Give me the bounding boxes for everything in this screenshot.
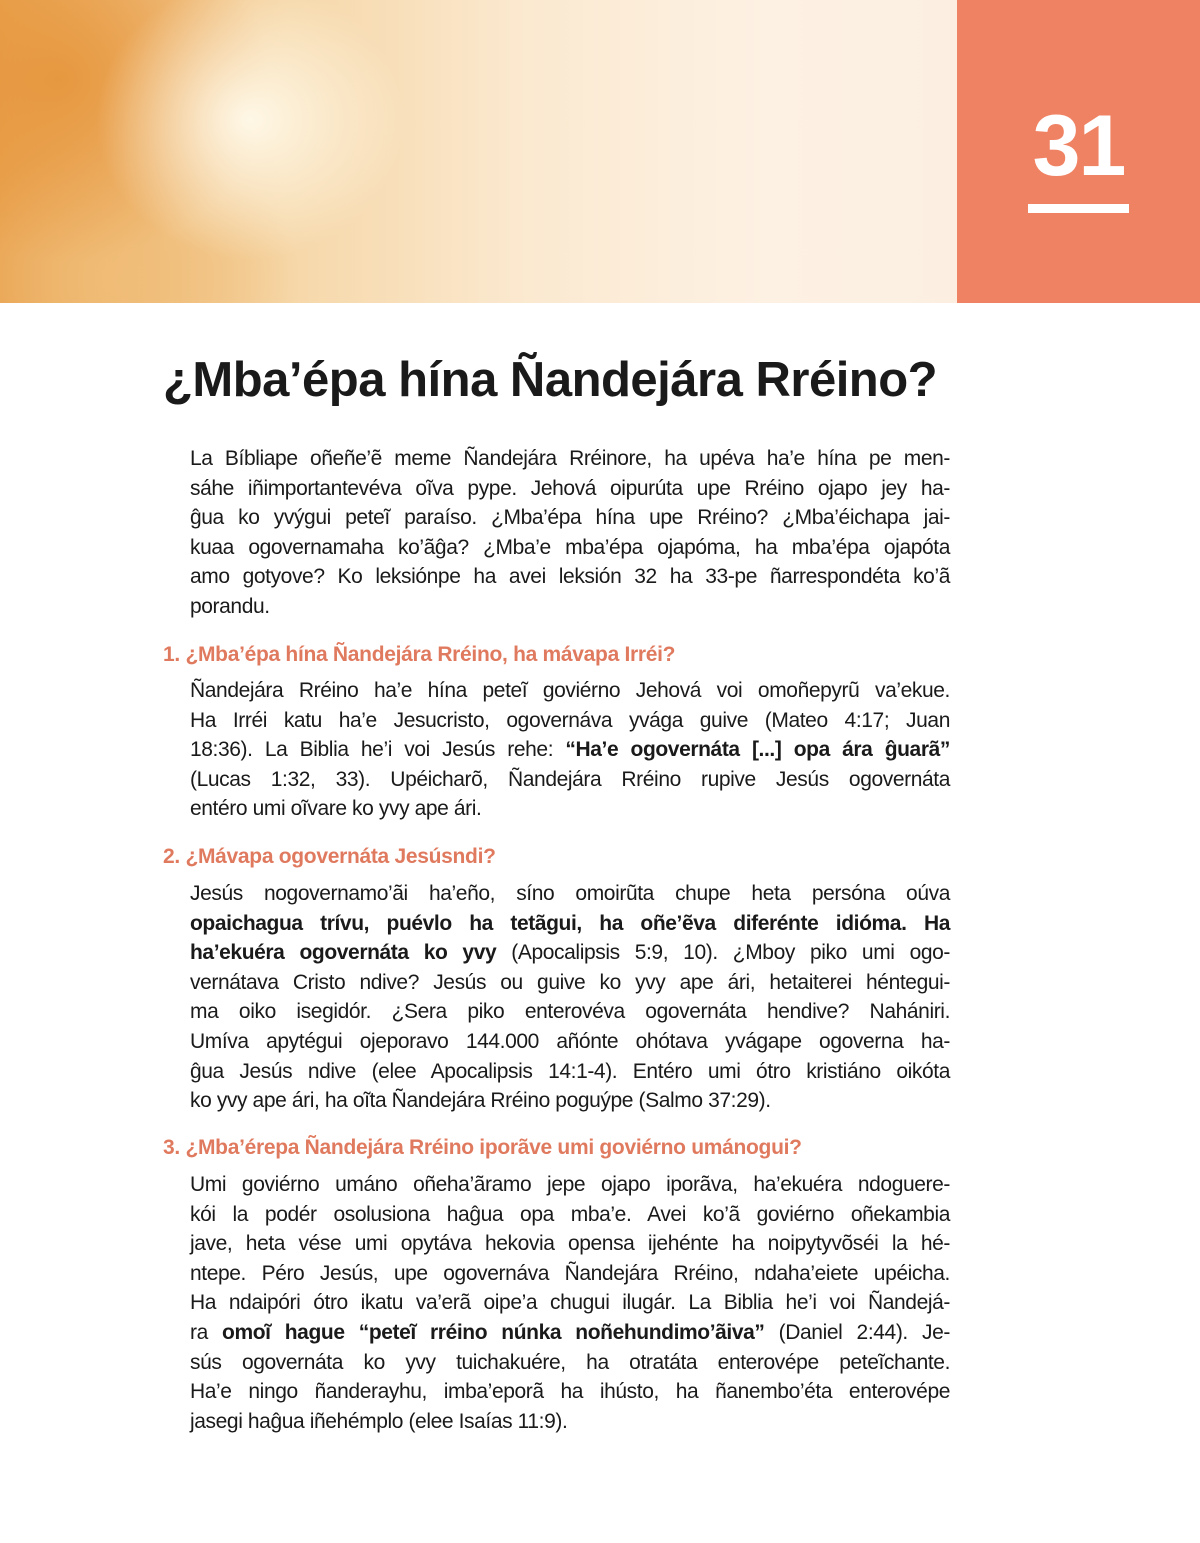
text: Ha Irréi katu ha’e Jesucristo, ogovernáva yvága guive (Mateo 4:17; Juan	[190, 708, 950, 732]
text: jasegi haĝua iñehémplo (elee Isaías 11:9).	[190, 1409, 568, 1433]
text-line	[190, 997, 950, 1027]
text: sáhe iñimportantevéva oĩva pype. Jehová oipurúta upe Rréino ojapo jey ha-	[190, 476, 950, 500]
text: amo gotyove? Ko leksiónpe ha avei leksión 32 ha 33-pe ñarrespondéta ko’ã	[190, 565, 950, 589]
text-line	[190, 503, 950, 533]
text-line	[190, 1170, 950, 1200]
text-line	[190, 592, 950, 622]
text-line	[190, 562, 950, 592]
text-line	[190, 735, 950, 765]
text: (Daniel 2:44). Je-	[764, 1320, 950, 1344]
text-line	[190, 1229, 950, 1259]
text-line	[190, 938, 950, 968]
text-line	[190, 444, 950, 474]
question-heading-1: 1. ¿Mba’épa hína Ñandejára Rréino, ha mávapa Irréi?	[163, 643, 676, 666]
text: ntepe. Péro Jesús, upe ogovernáva Ñandejára Rréino, ndaha’eiete upéicha.	[190, 1261, 950, 1285]
text: entéro umi oĩvare ko yvy ape ári.	[190, 797, 482, 821]
text-line	[190, 765, 950, 795]
text: 18:36). La Biblia he’i voi Jesús rehe:	[190, 738, 566, 762]
text-line	[190, 879, 950, 909]
text: ra	[190, 1320, 223, 1344]
text-line	[190, 1377, 950, 1407]
text: Umíva apytégui ojeporavo 144.000 añónte ohótava yvágape ogoverna ha-	[190, 1029, 950, 1053]
text-line	[190, 1318, 950, 1348]
text-line	[190, 1027, 950, 1057]
text: jave, heta vése umi opytáva hekovia opensa ijehénte ha noipytyvõséi la hé-	[190, 1232, 950, 1256]
text-line	[190, 794, 950, 824]
text-line	[190, 474, 950, 504]
text: Ñandejára Rréino ha’e hína peteĩ goviérno Jehová voi omoñepyrũ va’ekue.	[190, 679, 950, 702]
text-line	[190, 1200, 950, 1230]
header-illustration-king	[0, 0, 957, 303]
text-line	[190, 968, 950, 998]
text: Ha ndaipóri ótro ikatu va’erã oipe’a chugui ilugár. La Biblia he’i voi Ñandejá-	[190, 1291, 950, 1315]
text: (Lucas 1:32, 33). Upéicharõ, Ñandejára Rréino rupive Jesús ogovernáta	[190, 767, 950, 791]
text-line	[190, 909, 950, 939]
answer-paragraph-1	[190, 676, 950, 824]
text: ko yvy ape ári, ha oĩta Ñandejára Rréino poguýpe (Salmo 37:29).	[190, 1089, 771, 1113]
question-heading-2: 2. ¿Mávapa ogovernáta Jesúsndi?	[163, 845, 496, 868]
bold-text: ha’ekuéra ogovernáta ko yvy	[190, 941, 497, 965]
text-line	[190, 1348, 950, 1378]
bold-text: “Ha’e ogovernáta [...] opa ára ĝuarã”	[565, 738, 950, 762]
lesson-number-underline	[1028, 204, 1129, 213]
answer-paragraph-2	[190, 879, 950, 1116]
lesson-number-badge	[957, 0, 1200, 303]
text-line	[190, 1057, 950, 1087]
text: Umi goviérno umáno oñeha’ãramo jepe ojapo iporãva, ha’ekuéra ndoguere-	[190, 1173, 950, 1196]
question-heading-3: 3. ¿Mba’érepa Ñandejára Rréino iporãve umi goviérno umánogui?	[163, 1136, 802, 1159]
text: kói la podér osolusiona haĝua opa mba’e. Avei ko’ã goviérno oñekambia	[190, 1202, 950, 1226]
text-line	[190, 1407, 950, 1437]
lesson-number: 31	[1032, 98, 1125, 194]
bold-text: opaichagua trívu, puévlo ha tetãgui, ha oñe’ẽva diferénte idióma. Ha	[190, 911, 950, 935]
page-title: ¿Mba’épa hína Ñandejára Rréino?	[163, 353, 938, 407]
text: sús ogovernáta ko yvy tuichakuére, ha otratáta enterovépe peteĩchante.	[190, 1350, 950, 1374]
text-line	[190, 533, 950, 563]
text: La Bíbliape oñeñe’ẽ meme Ñandejára Rréinore, ha upéva ha’e hína pe men-	[190, 447, 950, 470]
text-line	[190, 1288, 950, 1318]
bold-text: omoĩ hague “peteĩ rréino núnka noñehundimo’ãiva”	[222, 1320, 765, 1344]
text-line	[190, 1259, 950, 1289]
text: Jesús nogovernamo’ãi ha’eño, síno omoirũta chupe heta persóna oúva	[190, 882, 950, 905]
text-line	[190, 706, 950, 736]
answer-paragraph-3	[190, 1170, 950, 1436]
text: ma oiko isegidór. ¿Sera piko enterovéva ogovernáta hendive? Nahániri.	[190, 1000, 950, 1024]
text: kuaa ogovernamaha ko’ãĝa? ¿Mba’e mba’épa ojapóma, ha mba’épa ojapóta	[190, 535, 950, 559]
text: porandu.	[190, 594, 270, 618]
text: ĝua ko yvýgui peteĩ paraíso. ¿Mba’épa hína upe Rréino? ¿Mba’éichapa jai-	[190, 506, 950, 530]
text: (Apocalipsis 5:9, 10). ¿Mboy piko umi ogo-	[496, 941, 951, 965]
text-line	[190, 676, 950, 706]
text: Ha’e ningo ñanderayhu, imba’eporã ha ihústo, ha ñanembo’éta enterovépe	[190, 1380, 950, 1404]
text-line	[190, 1086, 950, 1116]
text: ĝua Jesús ndive (elee Apocalipsis 14:1-4). Entéro umi ótro kristiáno oikóta	[190, 1059, 950, 1083]
text: vernátava Cristo ndive? Jesús ou guive ko yvy ape ári, hetaiterei héntegui-	[190, 970, 950, 994]
intro-paragraph	[190, 444, 950, 622]
